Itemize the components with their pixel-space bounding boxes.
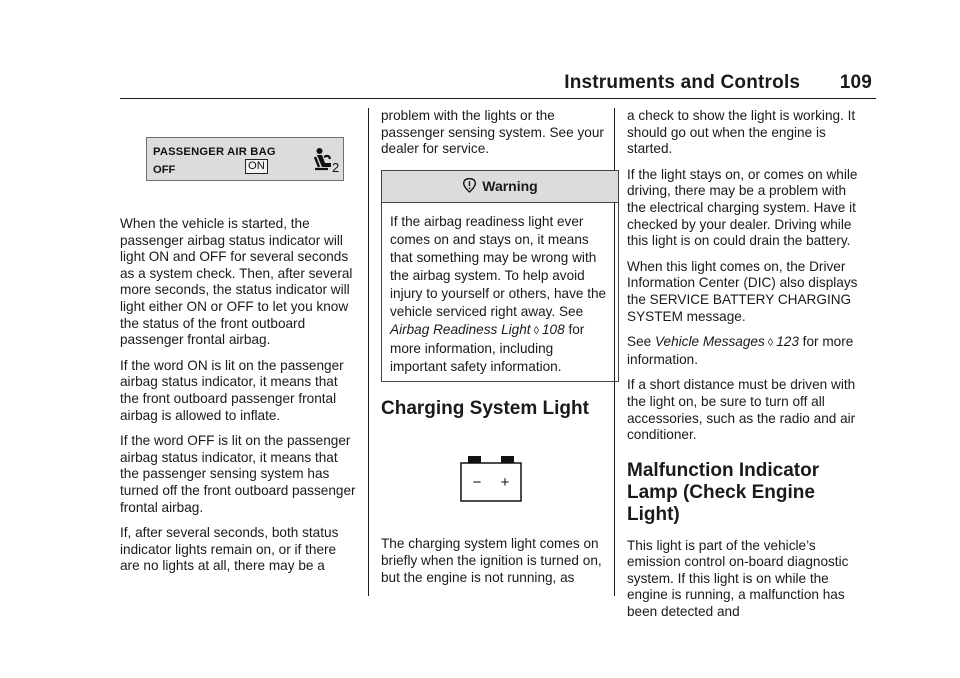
paragraph: When the vehicle is started, the passenger airbag status indicator will light ON and OFF for several seconds as a system check. Then, after several more seconds, the status indicator will light either ON or OFF to let you know the status of the front outboard passenger frontal airbag.: [120, 216, 353, 348]
indicator-off-label: OFF: [153, 164, 176, 176]
paragraph: If the light stays on, or comes on while driving, there may be a problem with the electrical charging system. Have it checked by your dealer. Driving while this light is on could drain the battery.: [627, 166, 858, 249]
paragraph: If the word ON is lit on the passenger airbag status indicator, it means that the front outboard passenger frontal airbag is allowed to inflate.: [120, 357, 344, 423]
warning-title: Warning: [482, 177, 538, 194]
paragraph: a check to show the light is working. It should go out when the engine is started.: [627, 108, 856, 157]
paragraph: This light is part of the vehicle’s emission control on-board diagnostic system. If this light is on while the engine is running, a malfunction has been detected and: [627, 537, 849, 620]
xref-icon: ◊: [767, 337, 774, 350]
indicator-label: PASSENGER AIR BAG: [153, 146, 276, 158]
passenger-airbag-icon: [313, 147, 339, 173]
vehicle-messages-link[interactable]: Vehicle Messages: [654, 334, 765, 350]
battery-plus: +: [500, 473, 510, 491]
passenger-airbag-indicator: [146, 137, 344, 181]
xref-icon: ◊: [533, 324, 539, 337]
battery-minus: −: [472, 473, 482, 491]
section-heading: Charging System Light: [381, 397, 589, 419]
paragraph: If a short distance must be driven with the light on, be sure to turn off all accessories, such as the radio and air conditioner.: [627, 377, 856, 443]
column-3: [627, 108, 865, 630]
warning-text: [390, 213, 610, 376]
battery-icon: [460, 456, 522, 502]
charging-system-light-figure: [460, 456, 619, 507]
xref-page[interactable]: 108: [542, 321, 565, 337]
warning-text-part: for more information, including important safety information.: [390, 321, 585, 374]
paragraph: problem with the lights or the passenger sensing system. See your dealer for service.: [381, 108, 604, 157]
airbag-icon-number: 2: [332, 160, 339, 173]
xref-page[interactable]: 123: [776, 334, 799, 350]
paragraph: [627, 334, 865, 368]
warning-body: [382, 203, 618, 381]
warning-text-part: If the airbag readiness light ever comes on and stays on, it means that something may be wrong with the airbag system. To help avoid injury to yourself or others, have the vehicle serviced right away. See: [390, 213, 607, 319]
page-header: [564, 72, 872, 94]
paragraph: If the word OFF is lit on the passenger airbag status indicator, it means that the passenger sensing system has turned off the front outboard passenger frontal airbag.: [120, 433, 356, 515]
section-heading: Malfunction Indicator Lamp (Check Engine Light): [627, 459, 820, 525]
column-divider-1: [368, 108, 369, 596]
chapter-title: Instruments and Controls: [564, 72, 801, 93]
header-rule: [120, 98, 876, 99]
text-part: for more information.: [627, 334, 854, 367]
page-number: 109: [839, 72, 872, 93]
column-2: [381, 108, 619, 595]
text-part: See: [627, 334, 655, 350]
airbag-readiness-light-link[interactable]: Airbag Readiness Light: [390, 321, 531, 337]
paragraph: If, after several seconds, both status indicator lights remain on, or if there are no lights at all, there may be a: [120, 525, 339, 574]
paragraph: The charging system light comes on briefly when the ignition is turned on, but the engine is not running, as: [381, 536, 602, 585]
warning-heading: [382, 171, 618, 203]
warning-box: [381, 170, 619, 382]
indicator-on-label: ON: [245, 159, 268, 174]
warning-icon: [462, 178, 477, 193]
column-1: [120, 108, 358, 584]
paragraph: When this light comes on, the Driver Information Center (DIC) also displays the SERVICE BATTERY CHARGING SYSTEM message.: [627, 258, 858, 324]
